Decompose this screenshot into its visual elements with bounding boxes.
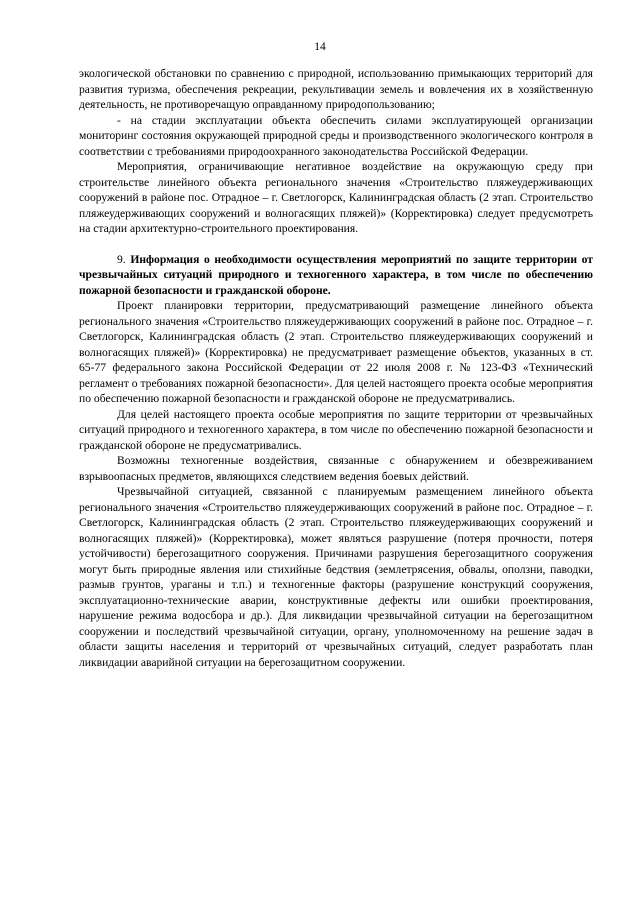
paragraph-mitigation-measures: Мероприятия, ограничивающие негативное воздействие на окружающую среду при строительстве линейного объекта регионального значения «Строительство пляжеудерживающих сооружений в районе пос. Отрадное – г. Светлогорск, Калининградская область (2 этап. Строительство пляжеудерживающих сооружений и волногасящих пляжей)» (Корректировка) следует предусмотреть на стадии архитектурно-строительного проектирования. [79, 160, 593, 235]
paragraph-ecology-continuation: экологической обстановки по сравнению с природной, использованию примыкающих территорий для развития туризма, обеспечения рекреации, рекультивации земель и вовлечения их в хозяйственную деятельность, не противоречащую оправданному природопользованию; [79, 67, 593, 111]
paragraph-emergency-measures: Для целей настоящего проекта особые мероприятия по защите территории от чрезвычайных ситуаций природного и техногенного характера, в том числе по обеспечению пожарной безопасности и гражданской обороне не предусматривались. [79, 407, 593, 452]
paragraph-technogenic-impacts: Возможны техногенные воздействия, связанные с обнаружением и обезвреживанием взрывоопасных предметов, являющихся следствием ведения боевых действий. [79, 454, 593, 483]
page-number: 14 [314, 41, 326, 53]
paragraph-emergency-situation: Чрезвычайной ситуацией, связанной с планируемым размещением линейного объекта регионального значения «Строительство пляжеудерживающих сооружений в районе пос. Отрадное – г. Светлогорск, Калининградская область (2 этап. Строительство пляжеудерживающих сооружений и волногасящих пляжей)» (Корректировка), может являться разрушение (потеря прочности, потеря устойчивости) берегозащитного сооружения. Причинами разрушения берегозащитного сооружения могут быть природные явления или стихийные бедствия (землетрясения, обвалы, оползни, паводки, размыв грунтов, ураганы и т.п.) и техногенные факторы (разрушение конструкций сооружения, эксплуатационно-технические аварии, конструктивные дефекты или ошибки проектирования, нарушение режима водосбора и др.). Для ликвидации чрезвычайной ситуации на берегозащитном сооружении и последствий чрезвычайной ситуации, органу, уполномоченному на решение задач в области защиты населения и территорий от чрезвычайных ситуаций, следует разработать план ликвидации аварийной ситуации на берегозащитном сооружении. [79, 485, 593, 669]
section-title: Информация о необходимости осуществления мероприятий по защите территории от чрезвычайных ситуаций природного и техногенного характера, в том числе по обеспечению пожарной безопасности и гражданской обороне. [79, 252, 593, 297]
document-body [79, 66, 593, 670]
paragraph-planning-project: Проект планировки территории, предусматривающий размещение линейного объекта регионального значения «Строительство пляжеудерживающих сооружений в районе пос. Отрадное – г. Светлогорск, Калининградская область (2 этап. Строительство пляжеудерживающих сооружений и волногасящих пляжей)» (Корректировка) не предусматривает размещение объектов, указанных в ст. 65-77 федерального закона Российской Федерации от 22 июля 2008 г. № 123-ФЗ «Технический регламент о требованиях пожарной безопасности». Для целей настоящего проекта особые мероприятия по обеспечению пожарной безопасности и гражданской обороне не предусматривались. [79, 299, 593, 405]
section-number: 9. [117, 252, 126, 266]
paragraph-monitoring: - на стадии эксплуатации объекта обеспечить силами эксплуатирующей организации мониторинг состояния окружающей природной среды и производственного экологического контроля в соответствии с требованиями природоохранного законодательства Российской Федерации. [79, 113, 593, 158]
section-heading [79, 252, 593, 299]
